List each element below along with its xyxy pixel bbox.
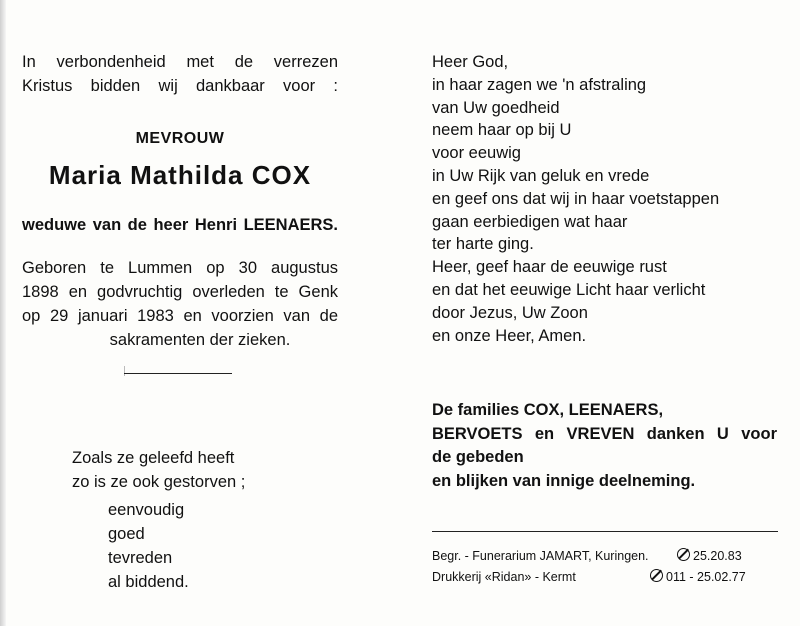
poem-intro [72, 446, 245, 494]
deceased-name: Maria Mathilda COX [48, 160, 312, 190]
prayer-text [432, 50, 719, 346]
footer-rule [432, 531, 778, 532]
printer-phone-number: 011 - 25.02.77 [666, 570, 746, 584]
bio-line: sakramenten der zieken. [109, 331, 291, 349]
biography [22, 256, 338, 352]
printer-phone [650, 567, 746, 588]
funeral-home-row [432, 546, 782, 567]
bio-line: 1898 en godvruchtig overleden te Genk [22, 283, 338, 301]
printer-footer [432, 546, 782, 588]
intro-line: Kristus bidden wij dankbaar voor : [22, 77, 338, 95]
printer-row [432, 567, 782, 588]
telephone-dial-icon [677, 548, 690, 561]
prayer-line: Heer God, [432, 53, 509, 71]
telephone-dial-icon [650, 569, 663, 582]
poem-line: Zoals ze geleefd heeft [72, 449, 235, 467]
poem-list [108, 498, 189, 594]
family-thanks [432, 398, 777, 492]
prayer-line: en onze Heer, Amen. [432, 326, 587, 345]
prayer-line: van Uw goedheid [432, 98, 560, 117]
prayer-line: gaan eerbiedigen wat haar [432, 212, 628, 231]
section-divider [124, 373, 232, 374]
thanks-line: De families COX, LEENAERS, [432, 401, 664, 419]
poem-line: eenvoudig [108, 501, 185, 519]
intro-text [22, 50, 338, 98]
honorific-title: MEVROUW [135, 130, 225, 147]
thanks-line: BERVOETS en VREVEN danken U voor [432, 424, 777, 443]
prayer-line: in Uw Rijk van geluk en vrede [432, 166, 650, 185]
printer-text: Drukkerij «Ridan» - Kermt [432, 570, 576, 584]
prayer-line: en dat het eeuwige Licht haar verlicht [432, 280, 706, 299]
prayer-line: neem haar op bij U [432, 121, 572, 140]
widow-line: weduwe van de heer Henri LEENAERS. [22, 216, 338, 234]
prayer-line: Heer, geef haar de eeuwige rust [432, 258, 667, 277]
prayer-line: in haar zagen we 'n afstraling [432, 75, 647, 94]
poem-line: zo is ze ook gestorven ; [72, 473, 246, 491]
thanks-line: de gebeden [432, 448, 524, 466]
prayer-line: en geef ons dat wij in haar voetstappen [432, 189, 720, 208]
prayer-line: ter harte ging. [432, 235, 534, 254]
thanks-line: en blijken van innige deelneming. [432, 471, 696, 490]
divider-mark [124, 366, 125, 376]
poem-line: al biddend. [108, 573, 189, 591]
card-edge [0, 0, 6, 626]
poem-line: tevreden [108, 549, 173, 567]
bio-line: Geboren te Lummen op 30 augustus [22, 259, 338, 277]
intro-line: In verbondenheid met de verrezen [22, 53, 338, 71]
funeral-phone [677, 546, 742, 567]
prayer-line: voor eeuwig [432, 144, 521, 163]
poem-line: goed [108, 525, 145, 543]
funeral-home-text: Begr. - Funerarium JAMART, Kuringen. [432, 549, 649, 563]
prayer-line: door Jezus, Uw Zoon [432, 303, 588, 322]
funeral-phone-number: 25.20.83 [693, 549, 742, 563]
bio-line: op 29 januari 1983 en voorzien van de [22, 307, 338, 325]
